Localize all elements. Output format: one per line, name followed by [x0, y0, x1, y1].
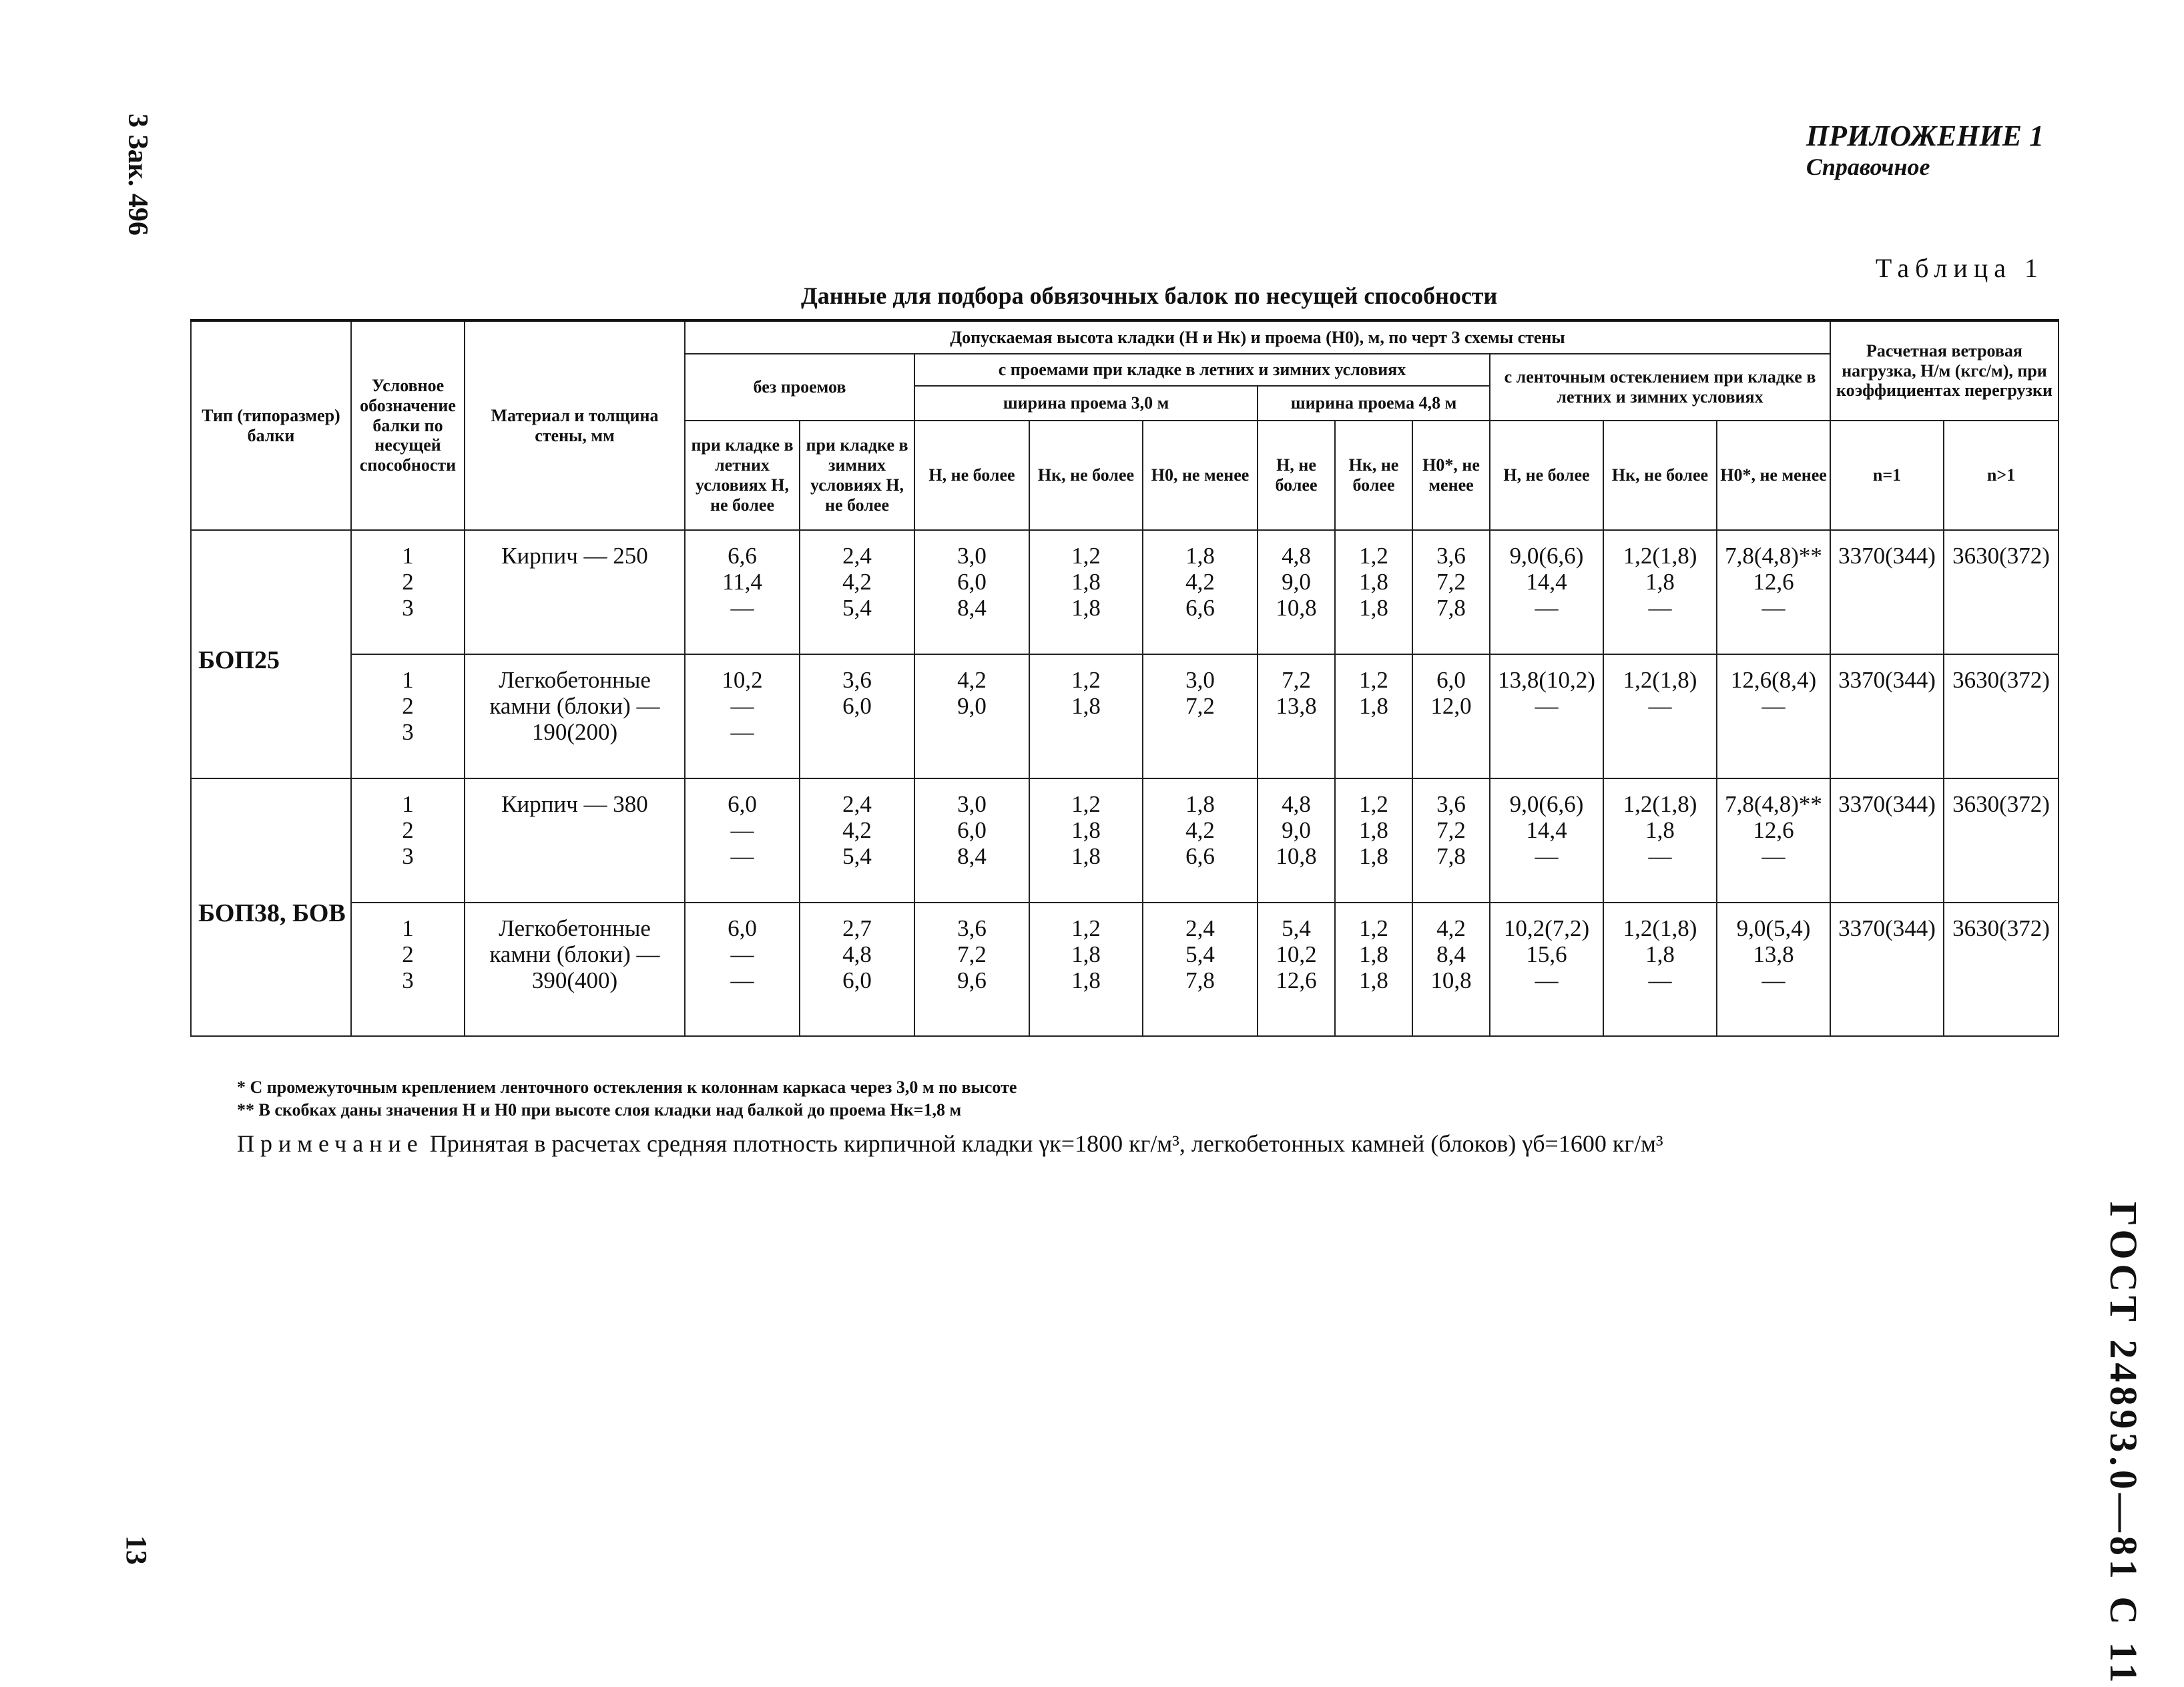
cell: 6,0 — — — [685, 778, 800, 903]
cell: 2,4 4,2 5,4 — [800, 530, 914, 654]
cell: 12,6(8,4) — — [1717, 654, 1830, 778]
col-hk-max-3: Hк, не более — [1603, 421, 1717, 530]
cell: 9,0(6,6) 14,4 — — [1490, 778, 1603, 903]
row-material: Легкобетонные камни (блоки) — 190(200) — [465, 654, 685, 778]
col-with-openings: с проемами при кладке в летних и зимних условиях — [914, 354, 1490, 386]
cell: 7,8(4,8)** 12,6 — — [1717, 530, 1830, 654]
cell: 10,2 — — — [685, 654, 800, 778]
cell: 1,2(1,8) 1,8 — — [1603, 903, 1717, 1036]
beam-selection-table — [190, 319, 2059, 1037]
cell: 3630(372) — [1944, 903, 2059, 1036]
note-text: Принятая в расчетах средняя плотность кирпичной кладки γк=1800 кг/м³, легкобетонных камней (блоков) γб=1600 кг/м³ — [429, 1130, 1663, 1157]
gost-designation: ГОСТ 24893.0—81 С 11 — [2102, 1202, 2145, 1687]
footnotes — [237, 1076, 1017, 1122]
cell: 3630(372) — [1944, 778, 2059, 903]
col-h0s-min-3: H0*, не менее — [1717, 421, 1830, 530]
cell: 3,6 7,2 7,8 — [1412, 530, 1490, 654]
cell: 7,8(4,8)** 12,6 — — [1717, 778, 1830, 903]
row-material: Легкобетонные камни (блоки) — 390(400) — [465, 903, 685, 1036]
row-cond: 1 2 3 — [351, 778, 465, 903]
cell: 3,0 6,0 8,4 — [914, 530, 1029, 654]
cell: 3370(344) — [1830, 903, 1944, 1036]
table-row — [191, 654, 2059, 778]
page-number: 13 — [120, 1535, 153, 1565]
cell: 10,2(7,2) 15,6 — — [1490, 903, 1603, 1036]
cell: 4,8 9,0 10,8 — [1258, 530, 1335, 654]
cell: 1,8 4,2 6,6 — [1143, 778, 1258, 903]
note — [237, 1130, 1663, 1158]
cell: 2,4 5,4 7,8 — [1143, 903, 1258, 1036]
table-row — [191, 778, 2059, 903]
footnote-1: * С промежуточным креплением ленточного остекления к колоннам каркаса через 3,0 м по высоте — [237, 1077, 1017, 1097]
cell: 6,0 — — — [685, 903, 800, 1036]
cell: 1,2 1,8 — [1335, 654, 1412, 778]
cell: 1,2 1,8 1,8 — [1335, 778, 1412, 903]
table-row — [191, 903, 2059, 1036]
cell: 1,2 1,8 1,8 — [1335, 530, 1412, 654]
col-winter: при кладке в зимних условиях H, не более — [800, 421, 914, 530]
cell: 1,2(1,8) 1,8 — — [1603, 778, 1717, 903]
col-hk-max-2: Hк, не более — [1335, 421, 1412, 530]
table-number: Таблица 1 — [1875, 253, 2044, 283]
cell: 1,2 1,8 1,8 — [1029, 778, 1143, 903]
col-ngt1: n>1 — [1944, 421, 2059, 530]
col-h-max-3: H, не более — [1490, 421, 1603, 530]
cell: 3,6 6,0 — [800, 654, 914, 778]
col-h0-min: H0, не менее — [1143, 421, 1258, 530]
col-material: Материал и толщина стены, мм — [465, 320, 685, 530]
cell: 3630(372) — [1944, 530, 2059, 654]
cell: 1,8 4,2 6,6 — [1143, 530, 1258, 654]
cell: 1,2 1,8 — [1029, 654, 1143, 778]
row-material: Кирпич — 380 — [465, 778, 685, 903]
cell: 7,2 13,8 — [1258, 654, 1335, 778]
cell: 3,6 7,2 9,6 — [914, 903, 1029, 1036]
col-cond: Условное обозначение балки по несущей способности — [351, 320, 465, 530]
cell: 1,2 1,8 1,8 — [1335, 903, 1412, 1036]
cell: 3370(344) — [1830, 778, 1944, 903]
col-width30: ширина проема 3,0 м — [914, 386, 1258, 421]
table-caption: Данные для подбора обвязочных балок по несущей способности — [801, 282, 1498, 309]
cell: 5,4 10,2 12,6 — [1258, 903, 1335, 1036]
row-material: Кирпич — 250 — [465, 530, 685, 654]
col-width48: ширина проема 4,8 м — [1258, 386, 1490, 421]
col-n1: n=1 — [1830, 421, 1944, 530]
cell: 1,2 1,8 1,8 — [1029, 530, 1143, 654]
cell: 3630(372) — [1944, 654, 2059, 778]
col-allowed: Допускаемая высота кладки (H и Hк) и проема (H0), м, по черт 3 схемы стены — [685, 320, 1830, 354]
col-summer: при кладке в летних условиях H, не более — [685, 421, 800, 530]
col-wind: Расчетная ветровая нагрузка, Н/м (кгс/м), при коэффициентах перегрузки — [1830, 320, 2059, 421]
cell: 4,8 9,0 10,8 — [1258, 778, 1335, 903]
cell: 1,2(1,8) 1,8 — — [1603, 530, 1717, 654]
cell: 4,2 9,0 — [914, 654, 1029, 778]
col-h-max-2: H, не более — [1258, 421, 1335, 530]
cell: 6,0 12,0 — [1412, 654, 1490, 778]
cell: 2,7 4,8 6,0 — [800, 903, 914, 1036]
row-cond: 1 2 3 — [351, 530, 465, 654]
col-h-max: H, не более — [914, 421, 1029, 530]
row-cond: 1 2 3 — [351, 903, 465, 1036]
cell: 3370(344) — [1830, 654, 1944, 778]
cell: 1,2 1,8 1,8 — [1029, 903, 1143, 1036]
table-row — [191, 530, 2059, 654]
cell: 9,0(6,6) 14,4 — — [1490, 530, 1603, 654]
note-label: Примечание — [237, 1130, 424, 1157]
col-type: Тип (типоразмер) балки — [191, 320, 351, 530]
footnote-2: ** В скобках даны значения H и H0 при высоте слоя кладки над балкой до проема Hк=1,8 м — [237, 1100, 962, 1120]
col-h0s-min-2: H0*, не менее — [1412, 421, 1490, 530]
appendix-title: ПРИЛОЖЕНИЕ 1 — [1806, 119, 2044, 152]
col-ribbon: с ленточным остеклением при кладке в летних и зимних условиях — [1490, 354, 1830, 421]
cell: 1,2(1,8) — — [1603, 654, 1717, 778]
cell: 6,6 11,4 — — [685, 530, 800, 654]
row-type: БОП25 — [191, 530, 351, 778]
cell: 3,0 7,2 — [1143, 654, 1258, 778]
cell: 3,0 6,0 8,4 — [914, 778, 1029, 903]
cell: 2,4 4,2 5,4 — [800, 778, 914, 903]
cell: 9,0(5,4) 13,8 — — [1717, 903, 1830, 1036]
row-type: БОП38, БОВ — [191, 778, 351, 1036]
col-no-openings: без проемов — [685, 354, 914, 421]
cell: 3370(344) — [1830, 530, 1944, 654]
col-hk-max: Hк, не более — [1029, 421, 1143, 530]
row-cond: 1 2 3 — [351, 654, 465, 778]
cell: 3,6 7,2 7,8 — [1412, 778, 1490, 903]
appendix-heading — [1806, 119, 2044, 181]
archive-note: 3 Зак. 496 — [122, 113, 153, 236]
appendix-subtitle: Справочное — [1806, 154, 1930, 180]
cell: 4,2 8,4 10,8 — [1412, 903, 1490, 1036]
cell: 13,8(10,2) — — [1490, 654, 1603, 778]
